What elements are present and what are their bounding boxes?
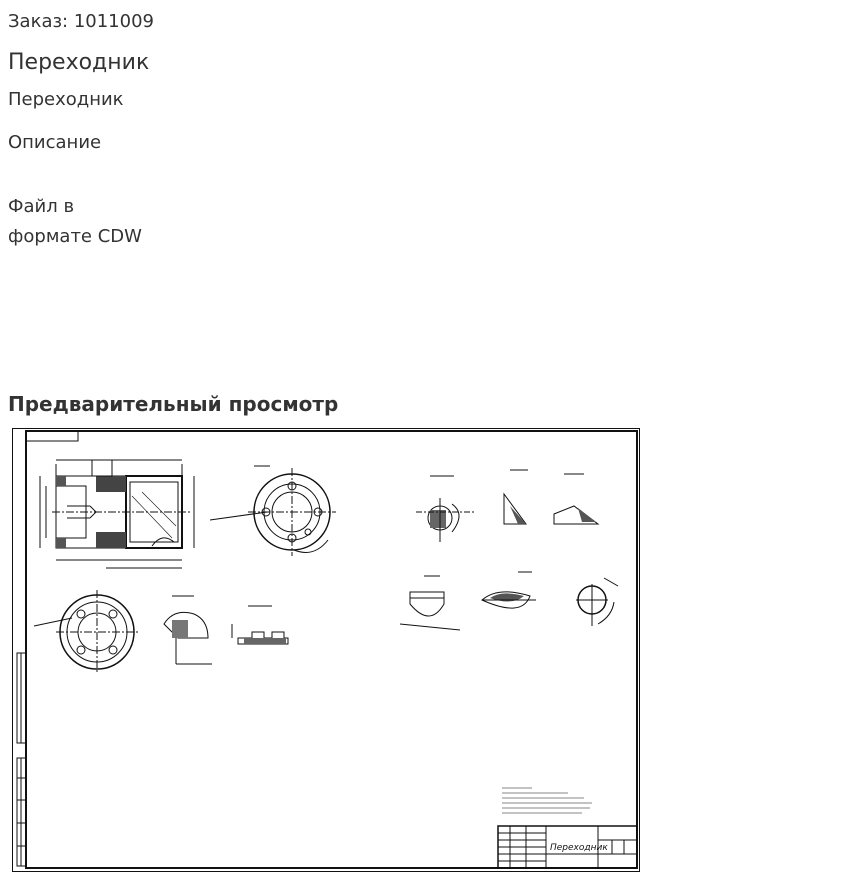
technical-drawing [12,428,640,872]
technical-notes [502,788,592,813]
sheet-inner-frame [26,431,637,868]
file-format-line-2: формате CDW [8,226,142,247]
title-block-name: Переходник [550,843,608,853]
title-block [498,826,637,868]
order-number: Заказ: 1011009 [8,11,154,32]
main-section-view [40,460,194,568]
file-format-text [8,192,178,252]
description-heading: Описание [8,132,102,153]
product-title: Переходник [8,50,150,75]
detail-view-a [164,596,212,664]
drawing-preview-image[interactable] [12,428,640,872]
detail-views-right-mid [400,572,618,630]
detail-views-right-top [416,470,598,542]
detail-view-b [232,606,288,644]
bottom-circle-view [34,590,138,674]
front-circle-view [210,466,336,556]
file-format-line-1: Файл в [8,196,75,217]
preview-heading: Предварительный просмотр [8,392,339,416]
product-subtitle: Переходник [8,89,124,110]
sheet-top-stamp [26,431,78,441]
